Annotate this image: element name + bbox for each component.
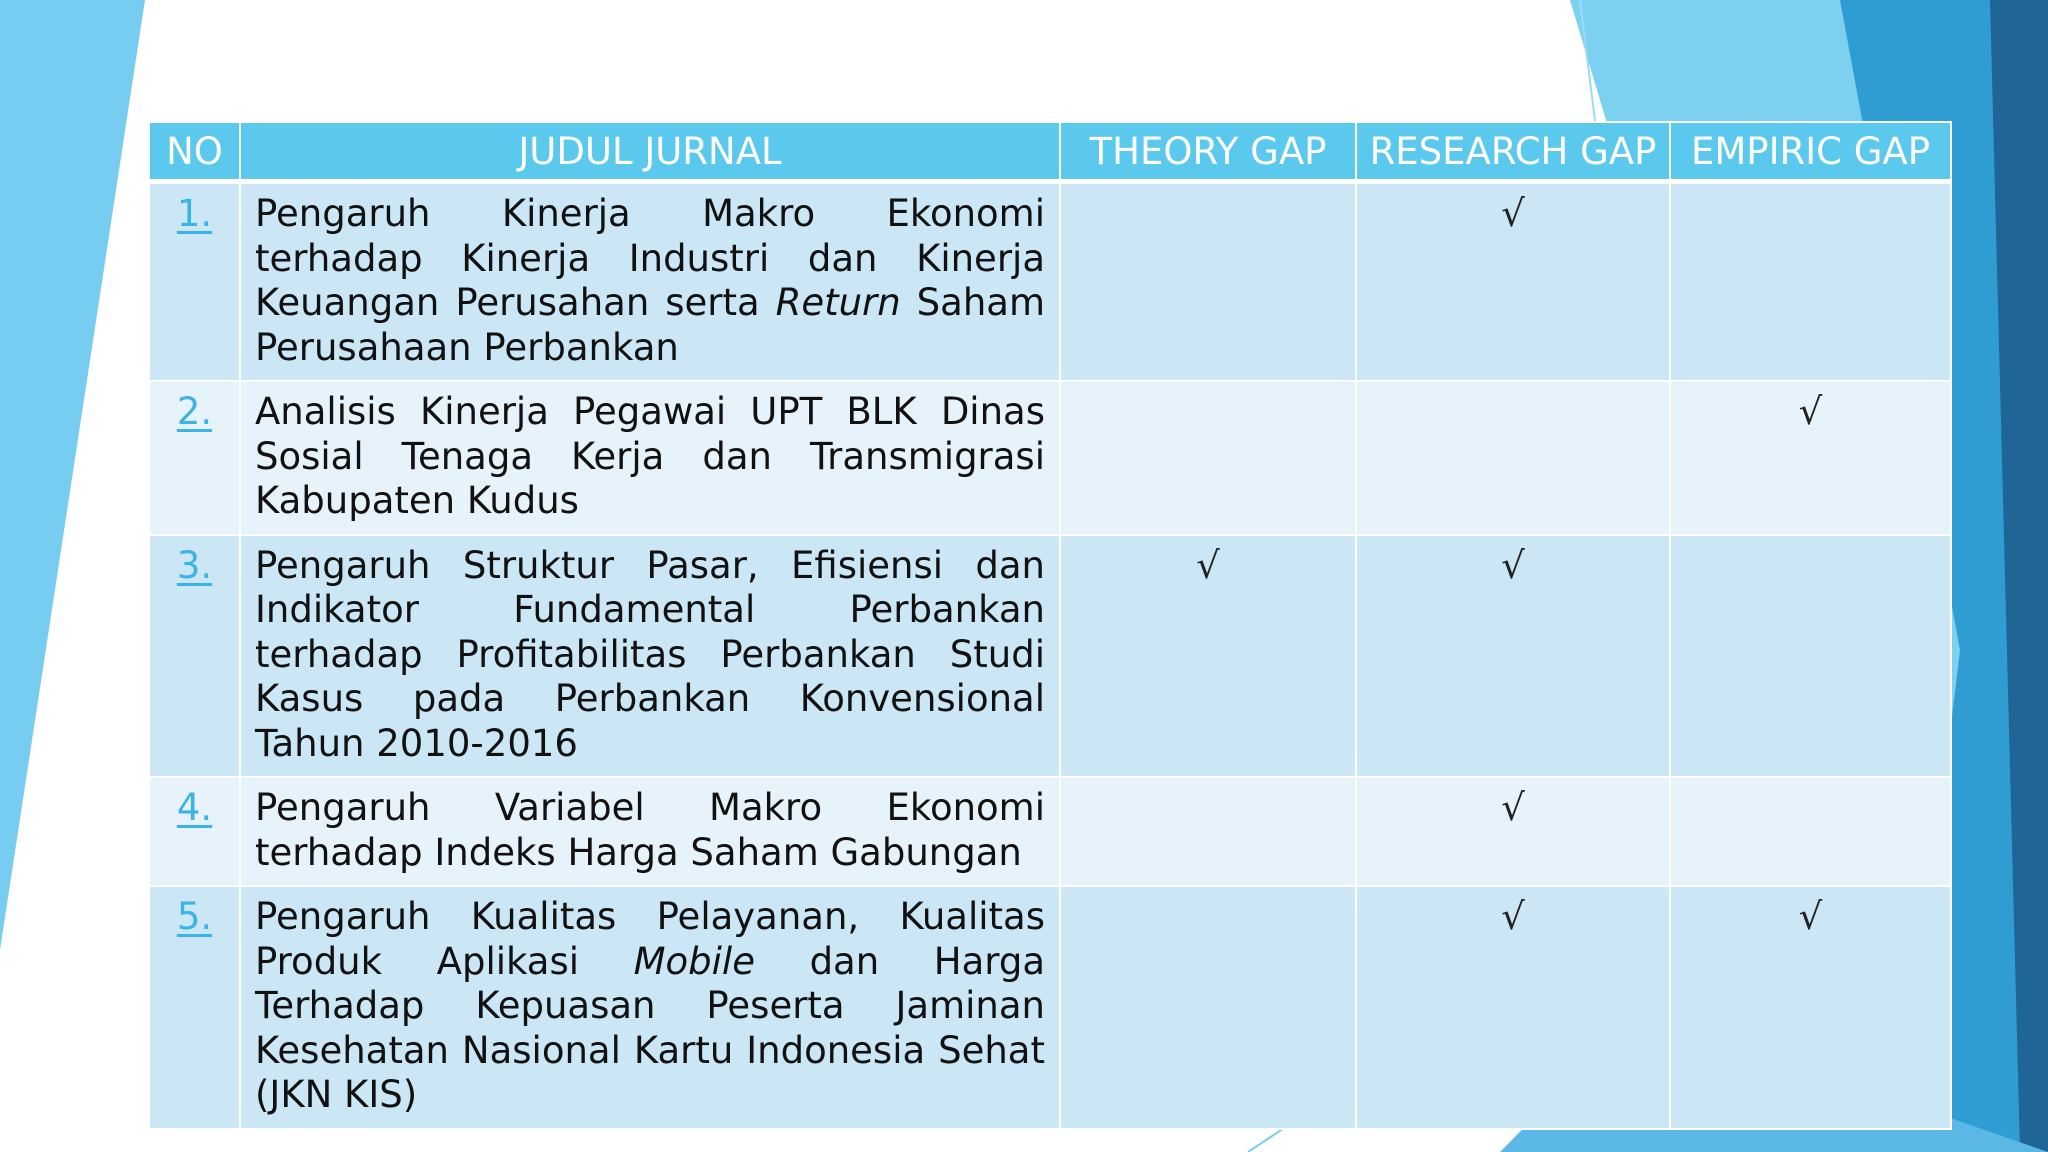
row-number-link[interactable]: 1.: [176, 192, 213, 235]
journal-title-text: Pengaruh Variabel Makro Ekonomi terhadap Indeks Harga Saham Gabungan: [255, 786, 1045, 874]
research-gap-cell: √: [1356, 777, 1670, 886]
journal-title-text-end: Saham Perusahaan Perbankan: [255, 281, 1046, 369]
journal-title-cell: [240, 886, 1060, 1129]
header-theory-gap: THEORY GAP: [1060, 122, 1356, 182]
header-research-gap: RESEARCH GAP: [1356, 122, 1670, 182]
journal-title-italic: Return: [775, 281, 901, 324]
row-number-cell: [149, 886, 240, 1129]
journal-title-text: Pengaruh Kualitas Pelayanan, Kualitas Produk Aplikasi: [255, 895, 1045, 983]
table-header-row: [149, 122, 1951, 182]
empiric-gap-cell: [1670, 777, 1951, 886]
journal-title-text: Pengaruh Struktur Pasar, Efisiensi dan Indikator Fundamental Perbankan terhadap Profitabilitas Perbankan Studi Kasus pada Perbankan Konvensional Tahun 2010-2016: [255, 543, 1045, 765]
table-row: [149, 381, 1951, 535]
research-gap-cell: [1356, 381, 1670, 535]
header-no: NO: [149, 122, 240, 182]
empiric-gap-cell: √: [1670, 381, 1951, 535]
journal-gap-table: [148, 121, 1952, 1130]
row-number-link[interactable]: 3.: [176, 543, 213, 587]
table-row: [149, 535, 1951, 778]
header-judul-jurnal: JUDUL JURNAL: [240, 122, 1060, 182]
journal-title-italic: Mobile: [633, 939, 755, 983]
row-number-cell: [149, 182, 240, 382]
empiric-gap-cell: [1670, 535, 1951, 778]
row-number-cell: [149, 535, 240, 778]
theory-gap-cell: [1060, 182, 1356, 382]
theory-gap-cell: [1060, 381, 1356, 535]
row-number-link[interactable]: 5.: [176, 895, 213, 938]
header-empiric-gap: EMPIRIC GAP: [1670, 122, 1951, 182]
theory-gap-cell: [1060, 777, 1356, 886]
table-row: [149, 886, 1951, 1129]
journal-title-text-end: dan Harga Terhadap Kepuasan Peserta Jaminan Kesehatan Nasional Kartu Indonesia Sehat (JKN KIS): [255, 939, 1045, 1116]
journal-gap-table-container: [148, 121, 1950, 1130]
journal-title-cell: [240, 381, 1060, 535]
journal-title-cell: [240, 182, 1060, 382]
research-gap-cell: √: [1356, 886, 1670, 1129]
theory-gap-cell: [1060, 886, 1356, 1129]
theory-gap-cell: √: [1060, 535, 1356, 778]
journal-title-cell: [240, 535, 1060, 778]
journal-title-cell: [240, 777, 1060, 886]
left-accent-shape: [0, 0, 145, 950]
table-row: [149, 182, 1951, 382]
journal-title-text: Analisis Kinerja Pegawai UPT BLK Dinas Sosial Tenaga Kerja dan Transmigrasi Kabupaten Kudus: [255, 390, 1045, 522]
empiric-gap-cell: √: [1670, 886, 1951, 1129]
row-number-cell: [149, 381, 240, 535]
row-number-link[interactable]: 2.: [176, 390, 213, 433]
research-gap-cell: √: [1356, 182, 1670, 382]
empiric-gap-cell: [1670, 182, 1951, 382]
journal-title-text: Pengaruh Kinerja Makro Ekonomi terhadap Kinerja Industri dan Kinerja Keuangan Perusahan serta: [255, 192, 1045, 324]
row-number-cell: [149, 777, 240, 886]
table-row: [149, 777, 1951, 886]
row-number-link[interactable]: 4.: [176, 786, 213, 829]
research-gap-cell: √: [1356, 535, 1670, 778]
